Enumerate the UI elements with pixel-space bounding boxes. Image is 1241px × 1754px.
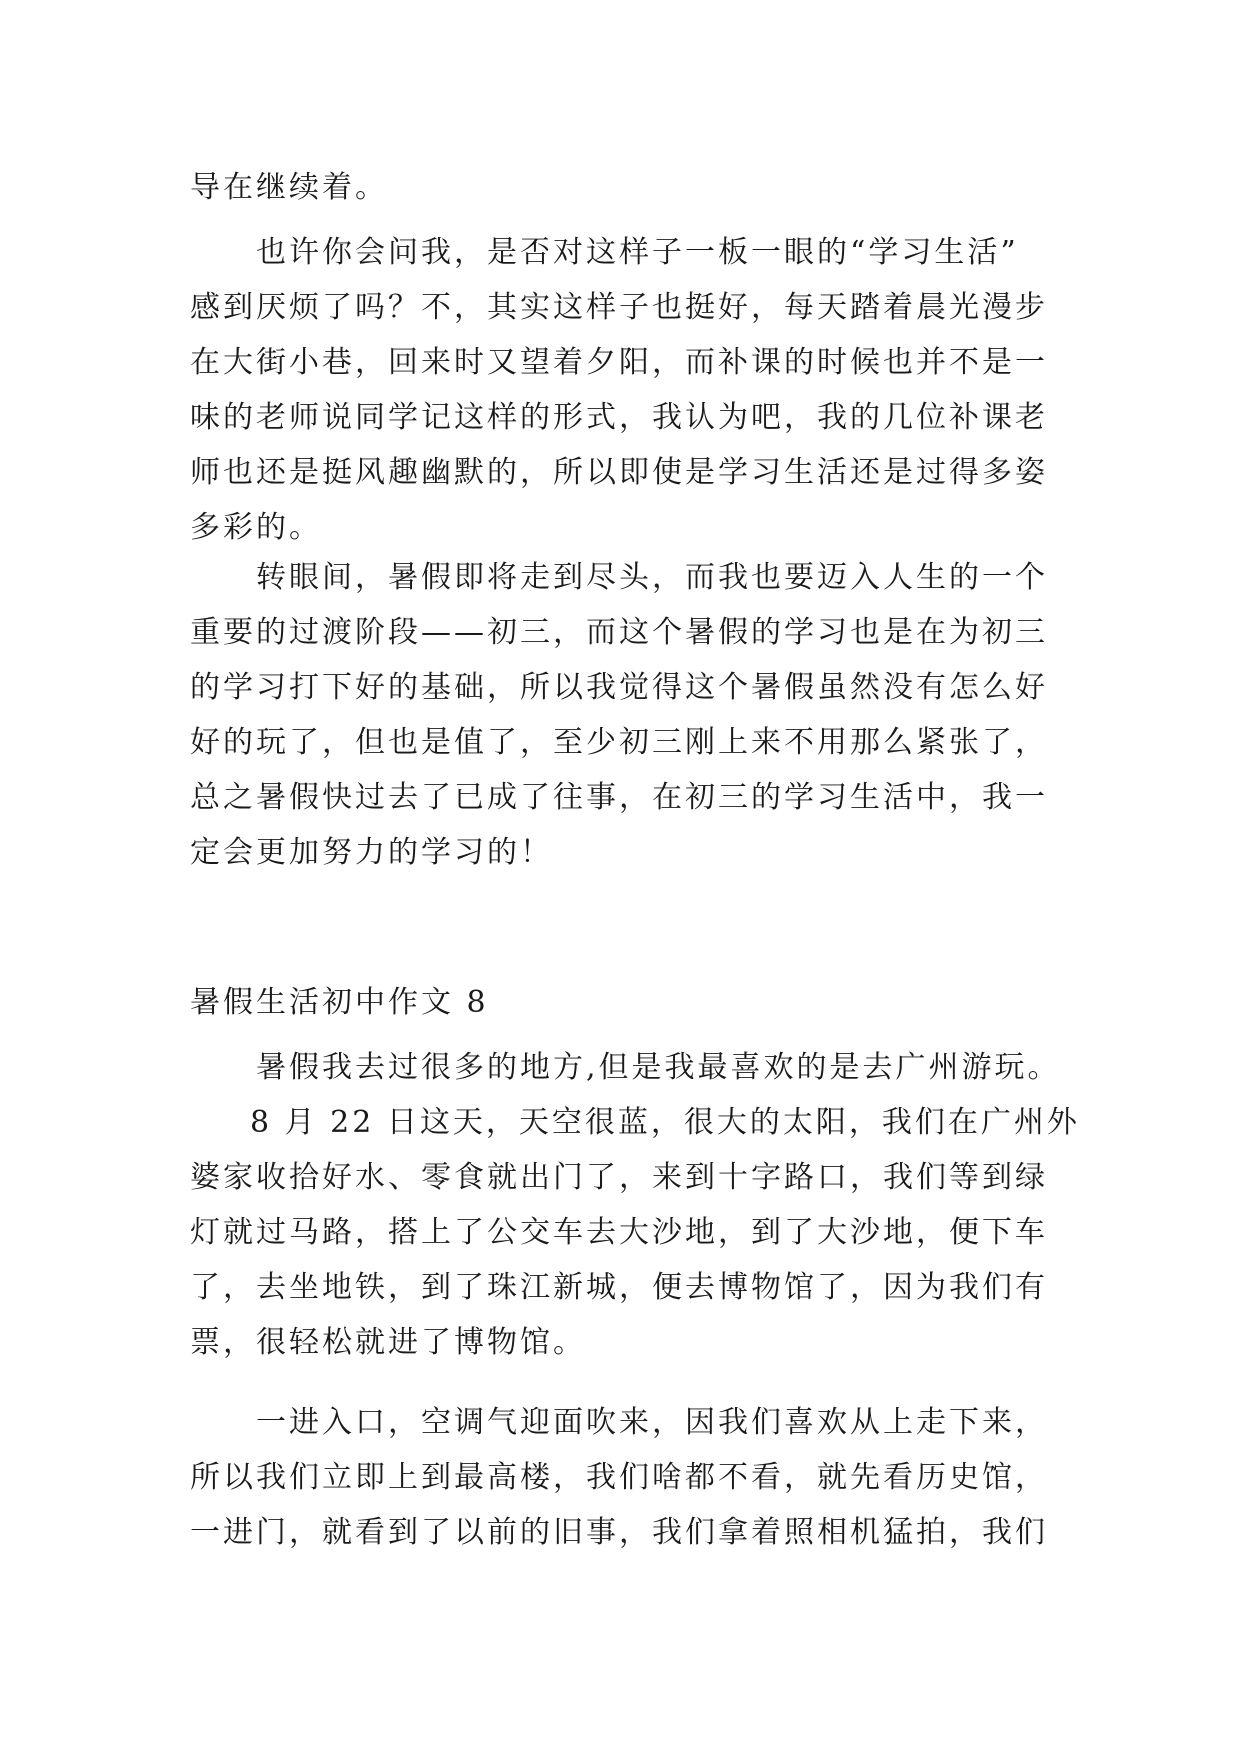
text-line: 重要的过渡阶段——初三，而这个暑假的学习也是在为初三 xyxy=(190,615,1048,650)
text-line: 一进入口，空调气迎面吹来，因我们喜欢从上走下来， xyxy=(256,1405,1048,1440)
paragraph-intro xyxy=(190,1040,1061,1095)
text-line: 在大街小巷，回来时又望着夕阳，而补课的时候也并不是一 xyxy=(190,345,1048,380)
paragraph-continuation xyxy=(190,160,1050,215)
text-line: 婆家收拾好水、零食就出门了，来到十字路口，我们等到绿 xyxy=(190,1160,1048,1195)
text-line: 票，很轻松就进了博物馆。 xyxy=(190,1325,586,1360)
text-line: 暑假我去过很多的地方,但是我最喜欢的是去广州游玩。 xyxy=(256,1050,1061,1085)
text-line: 多彩的。 xyxy=(190,510,322,545)
text-line: 所以我们立即上到最高楼，我们啥都不看，就先看历史馆， xyxy=(190,1460,1048,1495)
essay-title xyxy=(190,975,1050,1030)
text-line: 师也还是挺风趣幽默的，所以即使是学习生活还是过得多姿 xyxy=(190,455,1048,490)
text-line: 的学习打下好的基础，所以我觉得这个暑假虽然没有怎么好 xyxy=(190,670,1048,705)
text-line: 导在继续着。 xyxy=(190,170,388,205)
text-line: 总之暑假快过去了已成了往事，在初三的学习生活中，我一 xyxy=(190,780,1048,815)
text-line: 也许你会问我，是否对这样子一板一眼的“学习生活” xyxy=(256,235,1019,270)
text-line: 好的玩了，但也是值了，至少初三刚上来不用那么紧张了， xyxy=(190,725,1048,760)
text-line: 了，去坐地铁，到了珠江新城，便去博物馆了，因为我们有 xyxy=(190,1270,1048,1305)
text-line: 定会更加努力的学习的！ xyxy=(190,835,553,870)
text-line: 味的老师说同学记这样的形式，我认为吧，我的几位补课老 xyxy=(190,400,1048,435)
text-line: 一进门，就看到了以前的旧事，我们拿着照相机猛拍，我们 xyxy=(190,1515,1048,1550)
text-line: 8 月 22 日这天，天空很蓝，很大的太阳，我们在广州外 xyxy=(250,1105,1080,1140)
paragraph-ending xyxy=(190,550,1050,880)
paragraph-trip xyxy=(190,1095,1080,1370)
essay-title-text: 暑假生活初中作文 8 xyxy=(190,985,489,1020)
text-line: 灯就过马路，搭上了公交车去大沙地，到了大沙地，便下车 xyxy=(190,1215,1048,1250)
text-line: 转眼间，暑假即将走到尽头，而我也要迈入人生的一个 xyxy=(256,560,1048,595)
paragraph-museum xyxy=(190,1395,1050,1560)
text-line: 感到厌烦了吗？不，其实这样子也挺好，每天踏着晨光漫步 xyxy=(190,290,1048,325)
paragraph-reflection xyxy=(190,225,1050,555)
